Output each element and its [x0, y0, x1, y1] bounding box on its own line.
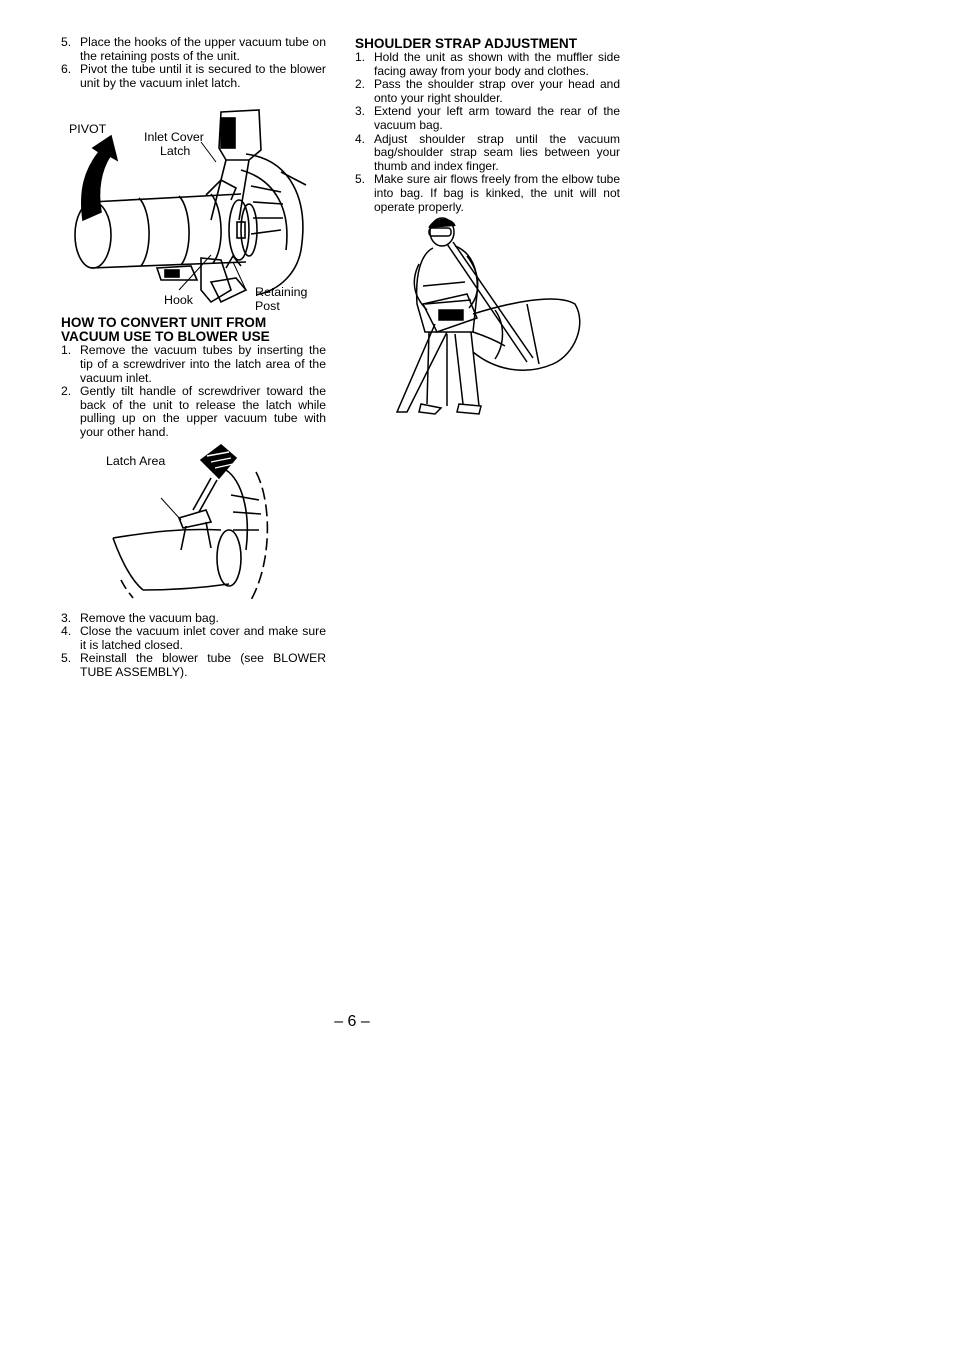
step-number: 4. [61, 624, 72, 639]
inlet-cover-latch-label-line1: Inlet Cover [144, 130, 204, 145]
step-number: 6. [61, 62, 72, 77]
step-number: 3. [61, 610, 72, 625]
step-text: Hold the unit as shown with the muffler side facing away from your body and clothes. [374, 50, 620, 78]
list-item [355, 173, 620, 214]
step-text: Reinstall the blower tube (see BLOWER TUBE ASSEMBLY). [80, 651, 326, 679]
figure-vacuum-tube-pivot [61, 90, 326, 316]
convert-heading-line2: VACUUM USE TO BLOWER USE [61, 329, 270, 345]
step-text: Remove the vacuum bag. [80, 610, 219, 625]
operator-illustration [355, 214, 620, 428]
steps-list-a [61, 36, 326, 90]
step-number: 2. [61, 384, 72, 399]
figure-latch-area [61, 440, 326, 612]
list-item [355, 78, 620, 105]
step-number: 3. [355, 104, 366, 119]
list-item [61, 385, 326, 439]
figure-operator-with-vacuum-bag [355, 214, 620, 428]
step-text: Gently tilt handle of screwdriver toward the back of the unit to release the latch while pulling up on the upper vacuum tube with your other hand. [80, 384, 326, 439]
step-number: 5. [61, 651, 72, 666]
list-item [61, 652, 326, 679]
step-number: 5. [61, 35, 72, 49]
step-text: Pivot the tube until it is secured to the blower unit by the vacuum inlet latch. [80, 62, 326, 90]
hook-label: Hook [164, 293, 193, 308]
step-number: 2. [355, 77, 366, 92]
step-text: Place the hooks of the upper vacuum tube on the retaining posts of the unit. [80, 35, 326, 63]
step-text: Pass the shoulder strap over your head and onto your right shoulder. [374, 77, 620, 105]
list-item [355, 51, 620, 78]
step-number: 5. [355, 172, 366, 187]
steps-list-c [61, 612, 326, 680]
step-text: Close the vacuum inlet cover and make sure it is latched closed. [80, 624, 326, 652]
step-text: Extend your left arm toward the rear of the vacuum bag. [374, 104, 620, 132]
list-item [355, 105, 620, 132]
list-item [61, 344, 326, 385]
screwdriver-latch-illustration [61, 440, 326, 612]
step-text: Make sure air flows freely from the elbow tube into bag. If bag is kinked, the unit will not operate properly. [374, 172, 620, 214]
left-column [61, 36, 326, 680]
list-item [61, 612, 326, 626]
step-number: 4. [355, 131, 366, 146]
list-item [61, 625, 326, 652]
step-number: 1. [355, 50, 366, 64]
inlet-cover-latch-label-line2: Latch [160, 144, 191, 159]
page-number: – 6 – [334, 1013, 370, 1030]
pivot-label: PIVOT [69, 122, 107, 137]
retaining-post-label-line2: Post [255, 299, 280, 314]
list-item [61, 36, 326, 63]
shoulder-strap-heading: SHOULDER STRAP ADJUSTMENT [355, 36, 578, 51]
convert-heading-line1: HOW TO CONVERT UNIT FROM [61, 315, 267, 331]
latch-area-label: Latch Area [106, 453, 166, 468]
step-text: Remove the vacuum tubes by inserting the tip of a screwdriver into the latch area of the vacuum inlet. [80, 343, 326, 385]
shoulder-strap-steps [355, 51, 620, 214]
step-number: 1. [61, 343, 72, 358]
step-text: Adjust shoulder strap until the vacuum bag/shoulder strap seam lies between your thumb and index finger. [374, 131, 620, 173]
list-item [61, 63, 326, 90]
steps-list-b [61, 344, 326, 439]
convert-heading [61, 316, 326, 344]
list-item [355, 133, 620, 174]
right-column [355, 36, 620, 428]
retaining-post-label-line1: Retaining [255, 285, 308, 300]
